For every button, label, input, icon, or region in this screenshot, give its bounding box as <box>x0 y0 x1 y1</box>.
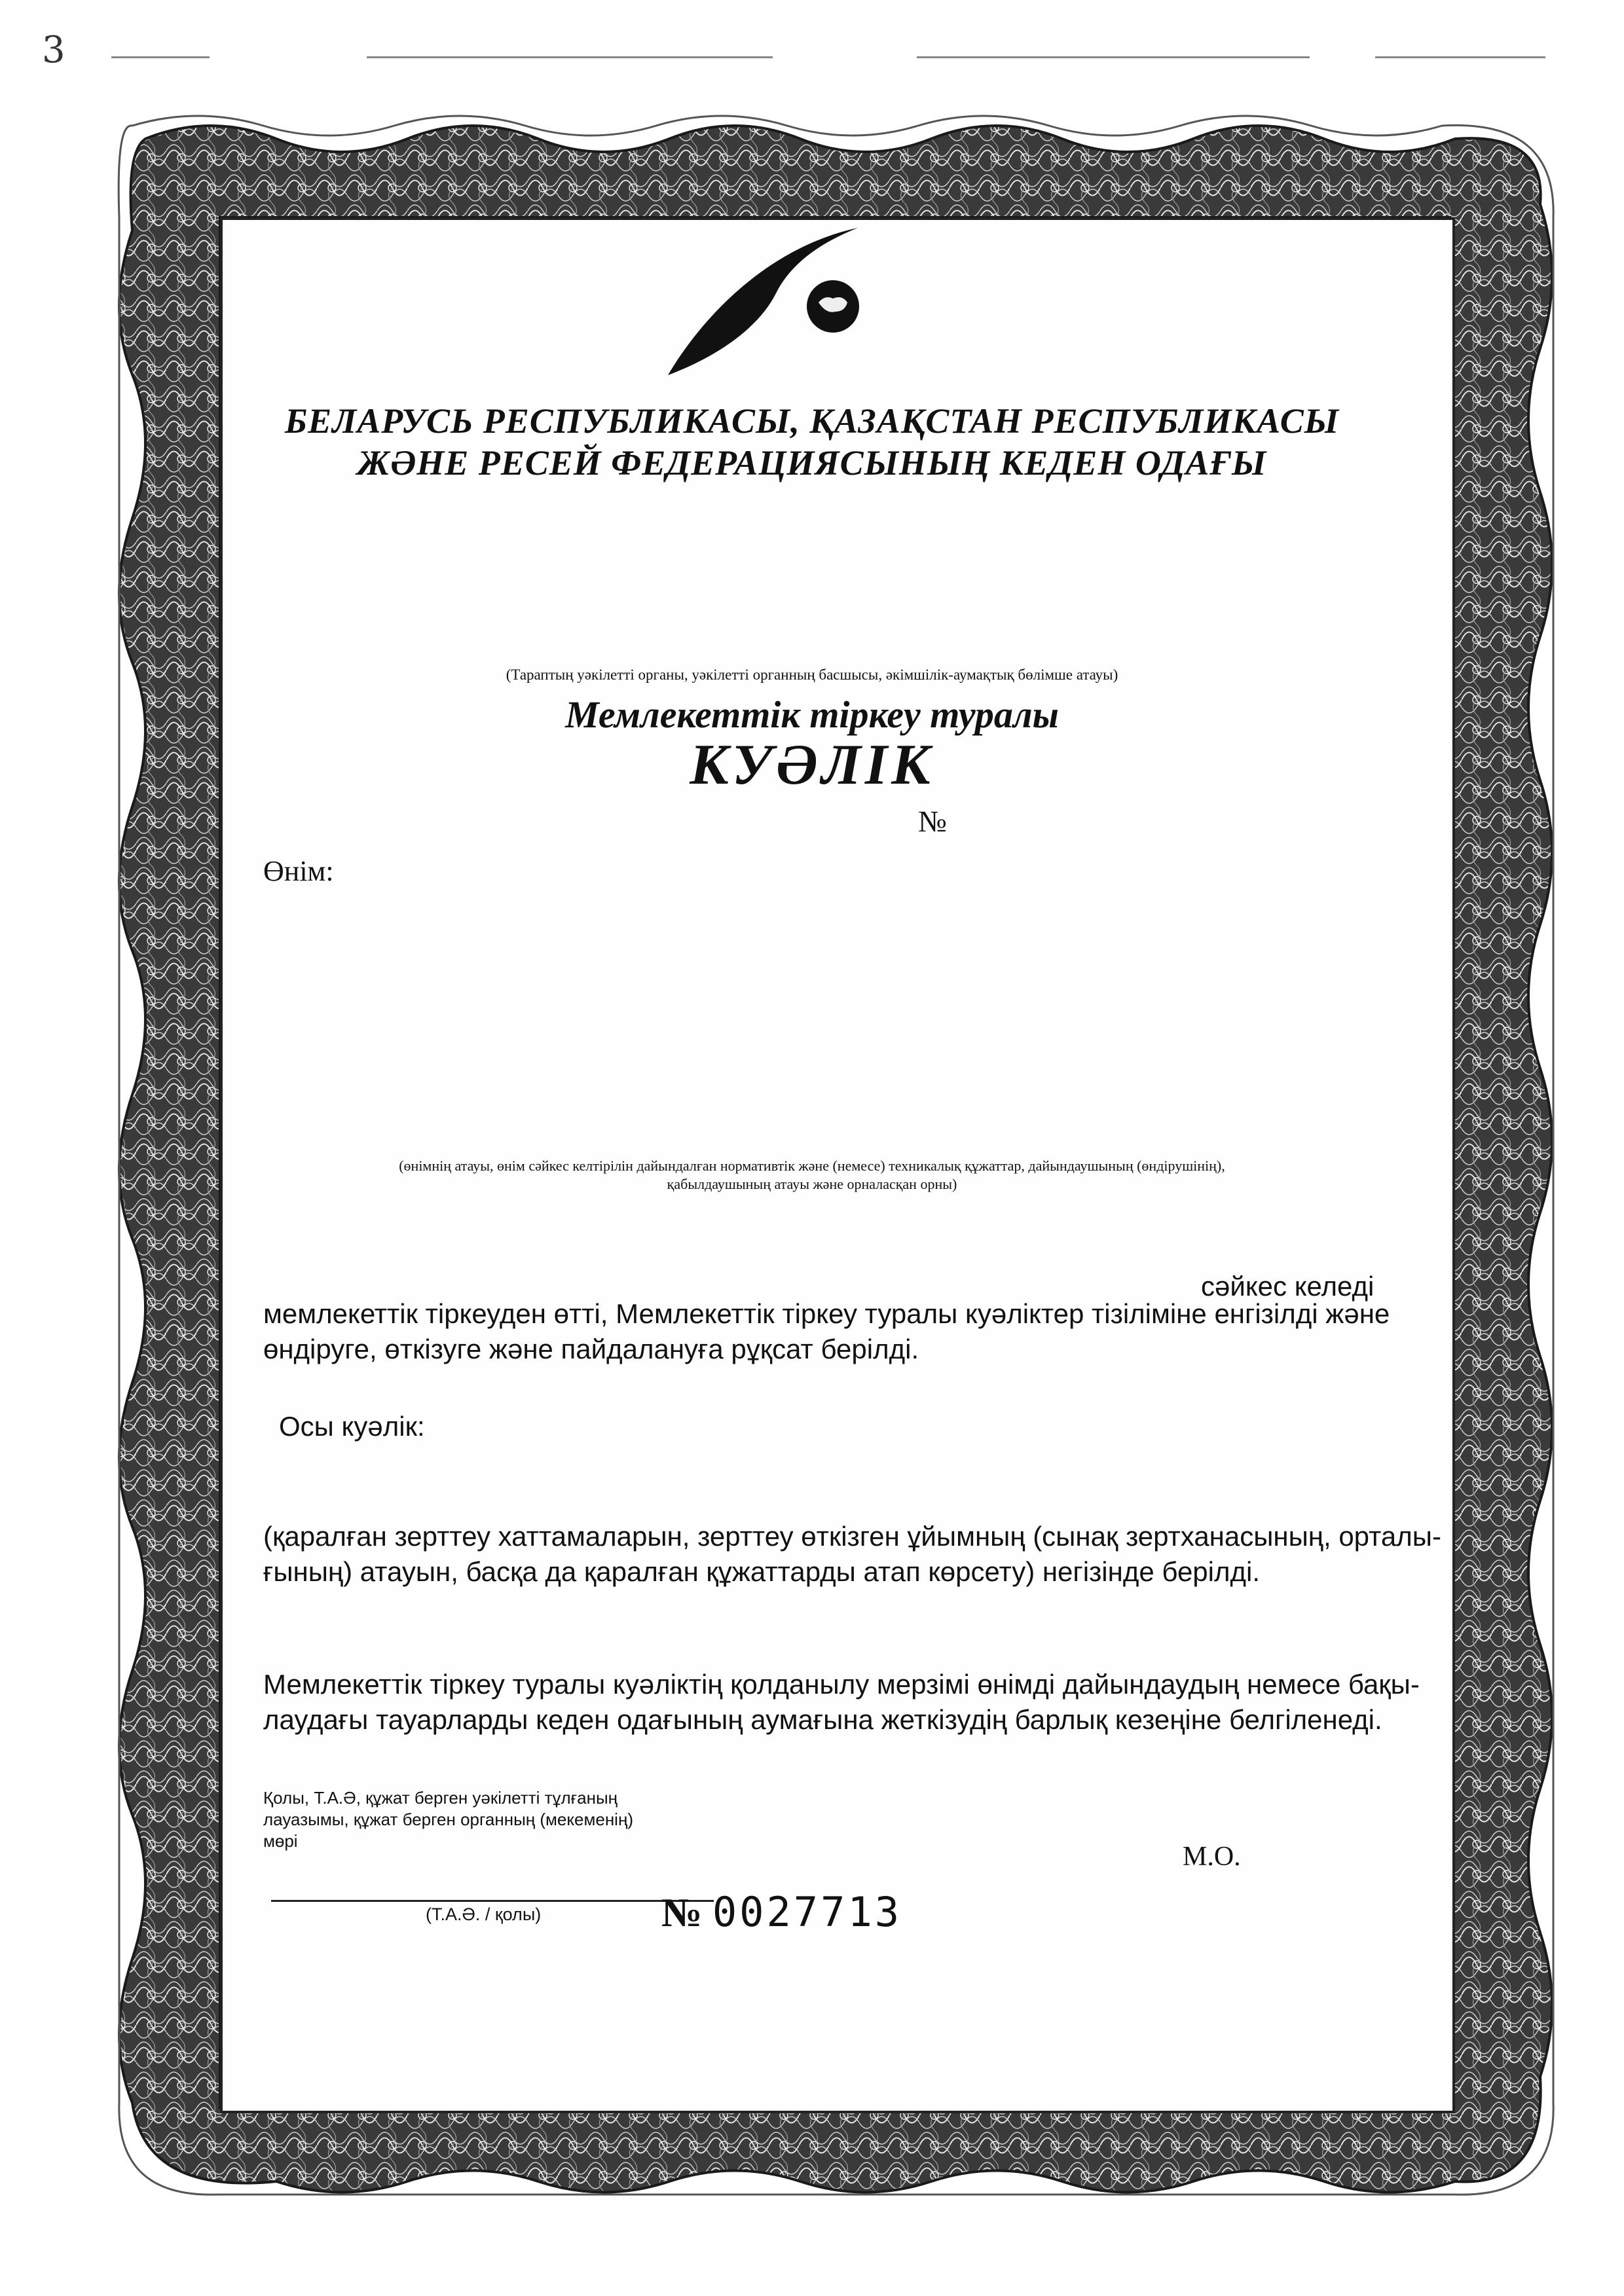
certificate-number-sign: № <box>918 805 947 838</box>
customs-union-emblem-icon <box>661 221 877 378</box>
signature-label-line-1: Қолы, Т.А.Ә, құжат берген уәкілетті тұлғаның <box>263 1788 618 1808</box>
registration-line-2: өндіруге, өткізуге және пайдалануға рұқсат берілді. <box>263 1334 919 1364</box>
product-label: Өнім: <box>263 855 334 887</box>
complies-label: сәйкес келеді <box>1201 1271 1375 1302</box>
scan-line <box>111 56 210 58</box>
product-caption-line-2: қабылдаушының атауы және орналасқан орны) <box>667 1176 957 1192</box>
scan-line <box>367 56 773 58</box>
signature-label-line-3: мөрі <box>263 1831 298 1851</box>
serial-number <box>661 1888 902 1937</box>
signature-caption: (Т.А.Ә. / қолы) <box>426 1904 542 1924</box>
title-line-1: Мемлекеттік тіркеу туралы <box>565 693 1059 736</box>
signature-line <box>271 1900 714 1902</box>
basis-label: Осы куәлік: <box>279 1411 425 1442</box>
validity-line-1: Мемлекеттік тіркеу туралы куәліктің қолданылу мерзімі өнімді дайындаудың немесе бақы- <box>263 1669 1420 1700</box>
stamp-place-label: М.О. <box>1183 1842 1241 1872</box>
serial-number-sign: № <box>661 1891 703 1935</box>
basis-line-1: (қаралған зерттеу хаттамаларын, зерттеу өткізген ұйымның (сынақ зертханасының, орталы- <box>263 1521 1441 1552</box>
registration-line-1: мемлекеттік тіркеуден өтті, Мемлекеттік тіркеу туралы куәліктер тізіліміне енгізілді және <box>263 1298 1390 1329</box>
scan-line <box>917 56 1310 58</box>
product-caption-line-1: (өнімнің атауы, өнім сәйкес келтірілін дайындалған нормативтік және (немесе) техникалық құжаттар, дайындаушының (өндірушінің), <box>399 1157 1225 1174</box>
signature-label-line-2: лауазымы, құжат берген органның (мекеменің) <box>263 1810 633 1829</box>
validity-line-2: лаудағы тауарларды кеден одағының аумағына жеткізудің барлық кезеңіне белгіленеді. <box>263 1704 1382 1735</box>
scan-line <box>1375 56 1545 58</box>
title-line-2: КУӘЛІК <box>690 733 934 797</box>
handwritten-page-number: 3 <box>42 29 65 71</box>
basis-line-2: ғының) атауын, басқа да қаралған құжаттарды атап көрсету) негізінде берілді. <box>263 1556 1261 1587</box>
header-line-2: ЖӘНЕ РЕСЕЙ ФЕДЕРАЦИЯСЫНЫҢ КЕДЕН ОДАҒЫ <box>357 443 1267 483</box>
authority-caption: (Тараптың уәкілетті органы, уәкілетті органның басшысы, әкімшілік-аумақтық бөлімше атауы) <box>506 666 1118 683</box>
serial-number-value: 0027713 <box>712 1888 902 1936</box>
header-line-1: БЕЛАРУСЬ РЕСПУБЛИКАСЫ, ҚАЗАҚСТАН РЕСПУБЛИКАСЫ <box>284 401 1340 441</box>
